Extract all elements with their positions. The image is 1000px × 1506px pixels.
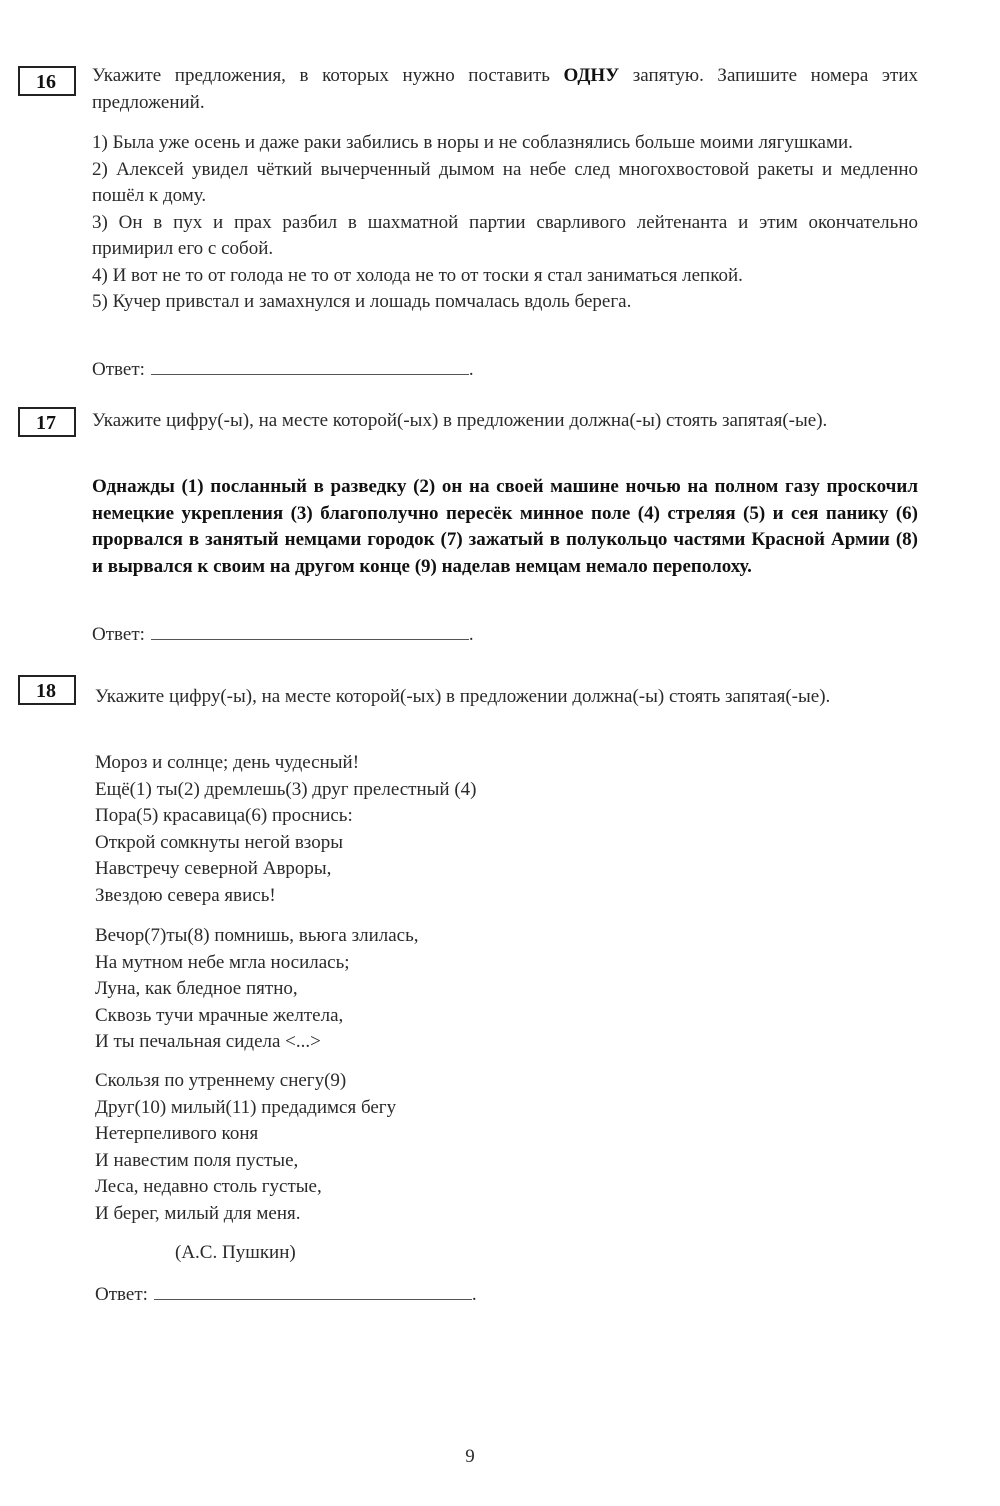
poem-line: Звездою севера явись! (95, 884, 276, 906)
task-prompt: Укажите цифру(-ы), на месте которой(-ых) в предложении должна(-ы) стоять запятая(-ые). (92, 410, 828, 431)
answer-row: Ответ: . (92, 356, 474, 383)
prompt-text: Укажите предложения, в которых нужно поставить (92, 65, 564, 86)
poem-line: На мутном небе мгла носилась; (95, 951, 350, 973)
answer-row: Ответ: . (95, 1281, 477, 1308)
poem-line: Скользя по утреннему снегу(9) (95, 1070, 347, 1091)
poem-line: И ты печальная сидела <...> (95, 1031, 321, 1052)
list-item: 4) И вот не то от голода не то от холода не то от тоски я стал заниматься лепкой. (92, 264, 743, 286)
task-sentence: Однажды (1) посланный в разведку (2) он на своей машине ночью на полном газу проскочил немецкие укрепления (3) благополучно пересёк минное поле (4) стреляя (5) и сея панику (6) прорвался в занятый немцами городок (7) зажатый в полукольцо частями Красной Армии (8) и вырвался к своим на другом конце (9) наделав немцам немало переполоху. (92, 476, 918, 577)
answer-field[interactable] (154, 1281, 472, 1300)
poem-line: Леса, недавно столь густые, (95, 1176, 322, 1197)
list-item: 1) Была уже осень и даже раки забились в норы и не соблазнялись больше моими лягушками. (92, 132, 853, 153)
poem-stanza-1 (95, 750, 921, 909)
poem-line: Нетерпеливого коня (95, 1123, 259, 1144)
answer-label: Ответ: (92, 359, 145, 380)
poem-line: Мороз и солнце; день чудесный! (95, 752, 360, 773)
answer-field[interactable] (151, 621, 469, 640)
prompt-text-end: запятую. Запишите номера этих предложений. (92, 65, 918, 113)
list-item: 3) Он в пух и прах разбил в шахматной партии сварливого лейтенанта и этим окончательно примирил его с собой. (92, 211, 918, 259)
poem-line: Вечор(7)ты(8) помнишь, вьюга злилась, (95, 925, 419, 946)
page-number: 9 (465, 1446, 475, 1467)
task-number-box: 17 (18, 407, 76, 437)
poem-line: Сквозь тучи мрачные желтела, (95, 1004, 344, 1026)
poem-line: Открой сомкнуты негой взоры (95, 831, 343, 853)
answer-field[interactable] (151, 356, 469, 375)
poem-line: Друг(10) милый(11) предадимся бегу (95, 1096, 397, 1118)
poem-line: Пора(5) красавица(6) проснись: (95, 805, 353, 826)
task-number-box: 18 (18, 675, 76, 705)
poem-line: Луна, как бледное пятно, (95, 978, 298, 999)
task-prompt (92, 63, 918, 116)
list-item: 5) Кучер привстал и замахнулся и лошадь помчалась вдоль берега. (92, 291, 632, 312)
poem-stanza-3 (95, 1068, 921, 1227)
answer-label: Ответ: (92, 624, 145, 645)
answer-row: Ответ: . (92, 621, 474, 648)
task-prompt: Укажите цифру(-ы), на месте которой(-ых) в предложении должна(-ы) стоять запятая(-ые). (95, 686, 831, 707)
poem-line: Навстречу северной Авроры, (95, 858, 332, 879)
list-item: 2) Алексей увидел чёткий вычерченный дымом на небе след многохвостовой ракеты и медленно пошёл к дому. (92, 158, 918, 206)
poem-author: (А.С. Пушкин) (175, 1242, 296, 1263)
sentence-list (92, 130, 918, 316)
poem-line: Ещё(1) ты(2) дремлешь(3) друг прелестный (4) (95, 778, 477, 800)
answer-label: Ответ: (95, 1284, 148, 1305)
poem-stanza-2 (95, 923, 921, 1056)
task-number-box: 16 (18, 66, 76, 96)
poem-line: И навестим поля пустые, (95, 1149, 299, 1171)
prompt-emphasis: ОДНУ (563, 65, 620, 86)
poem-line: И берег, милый для меня. (95, 1202, 301, 1224)
